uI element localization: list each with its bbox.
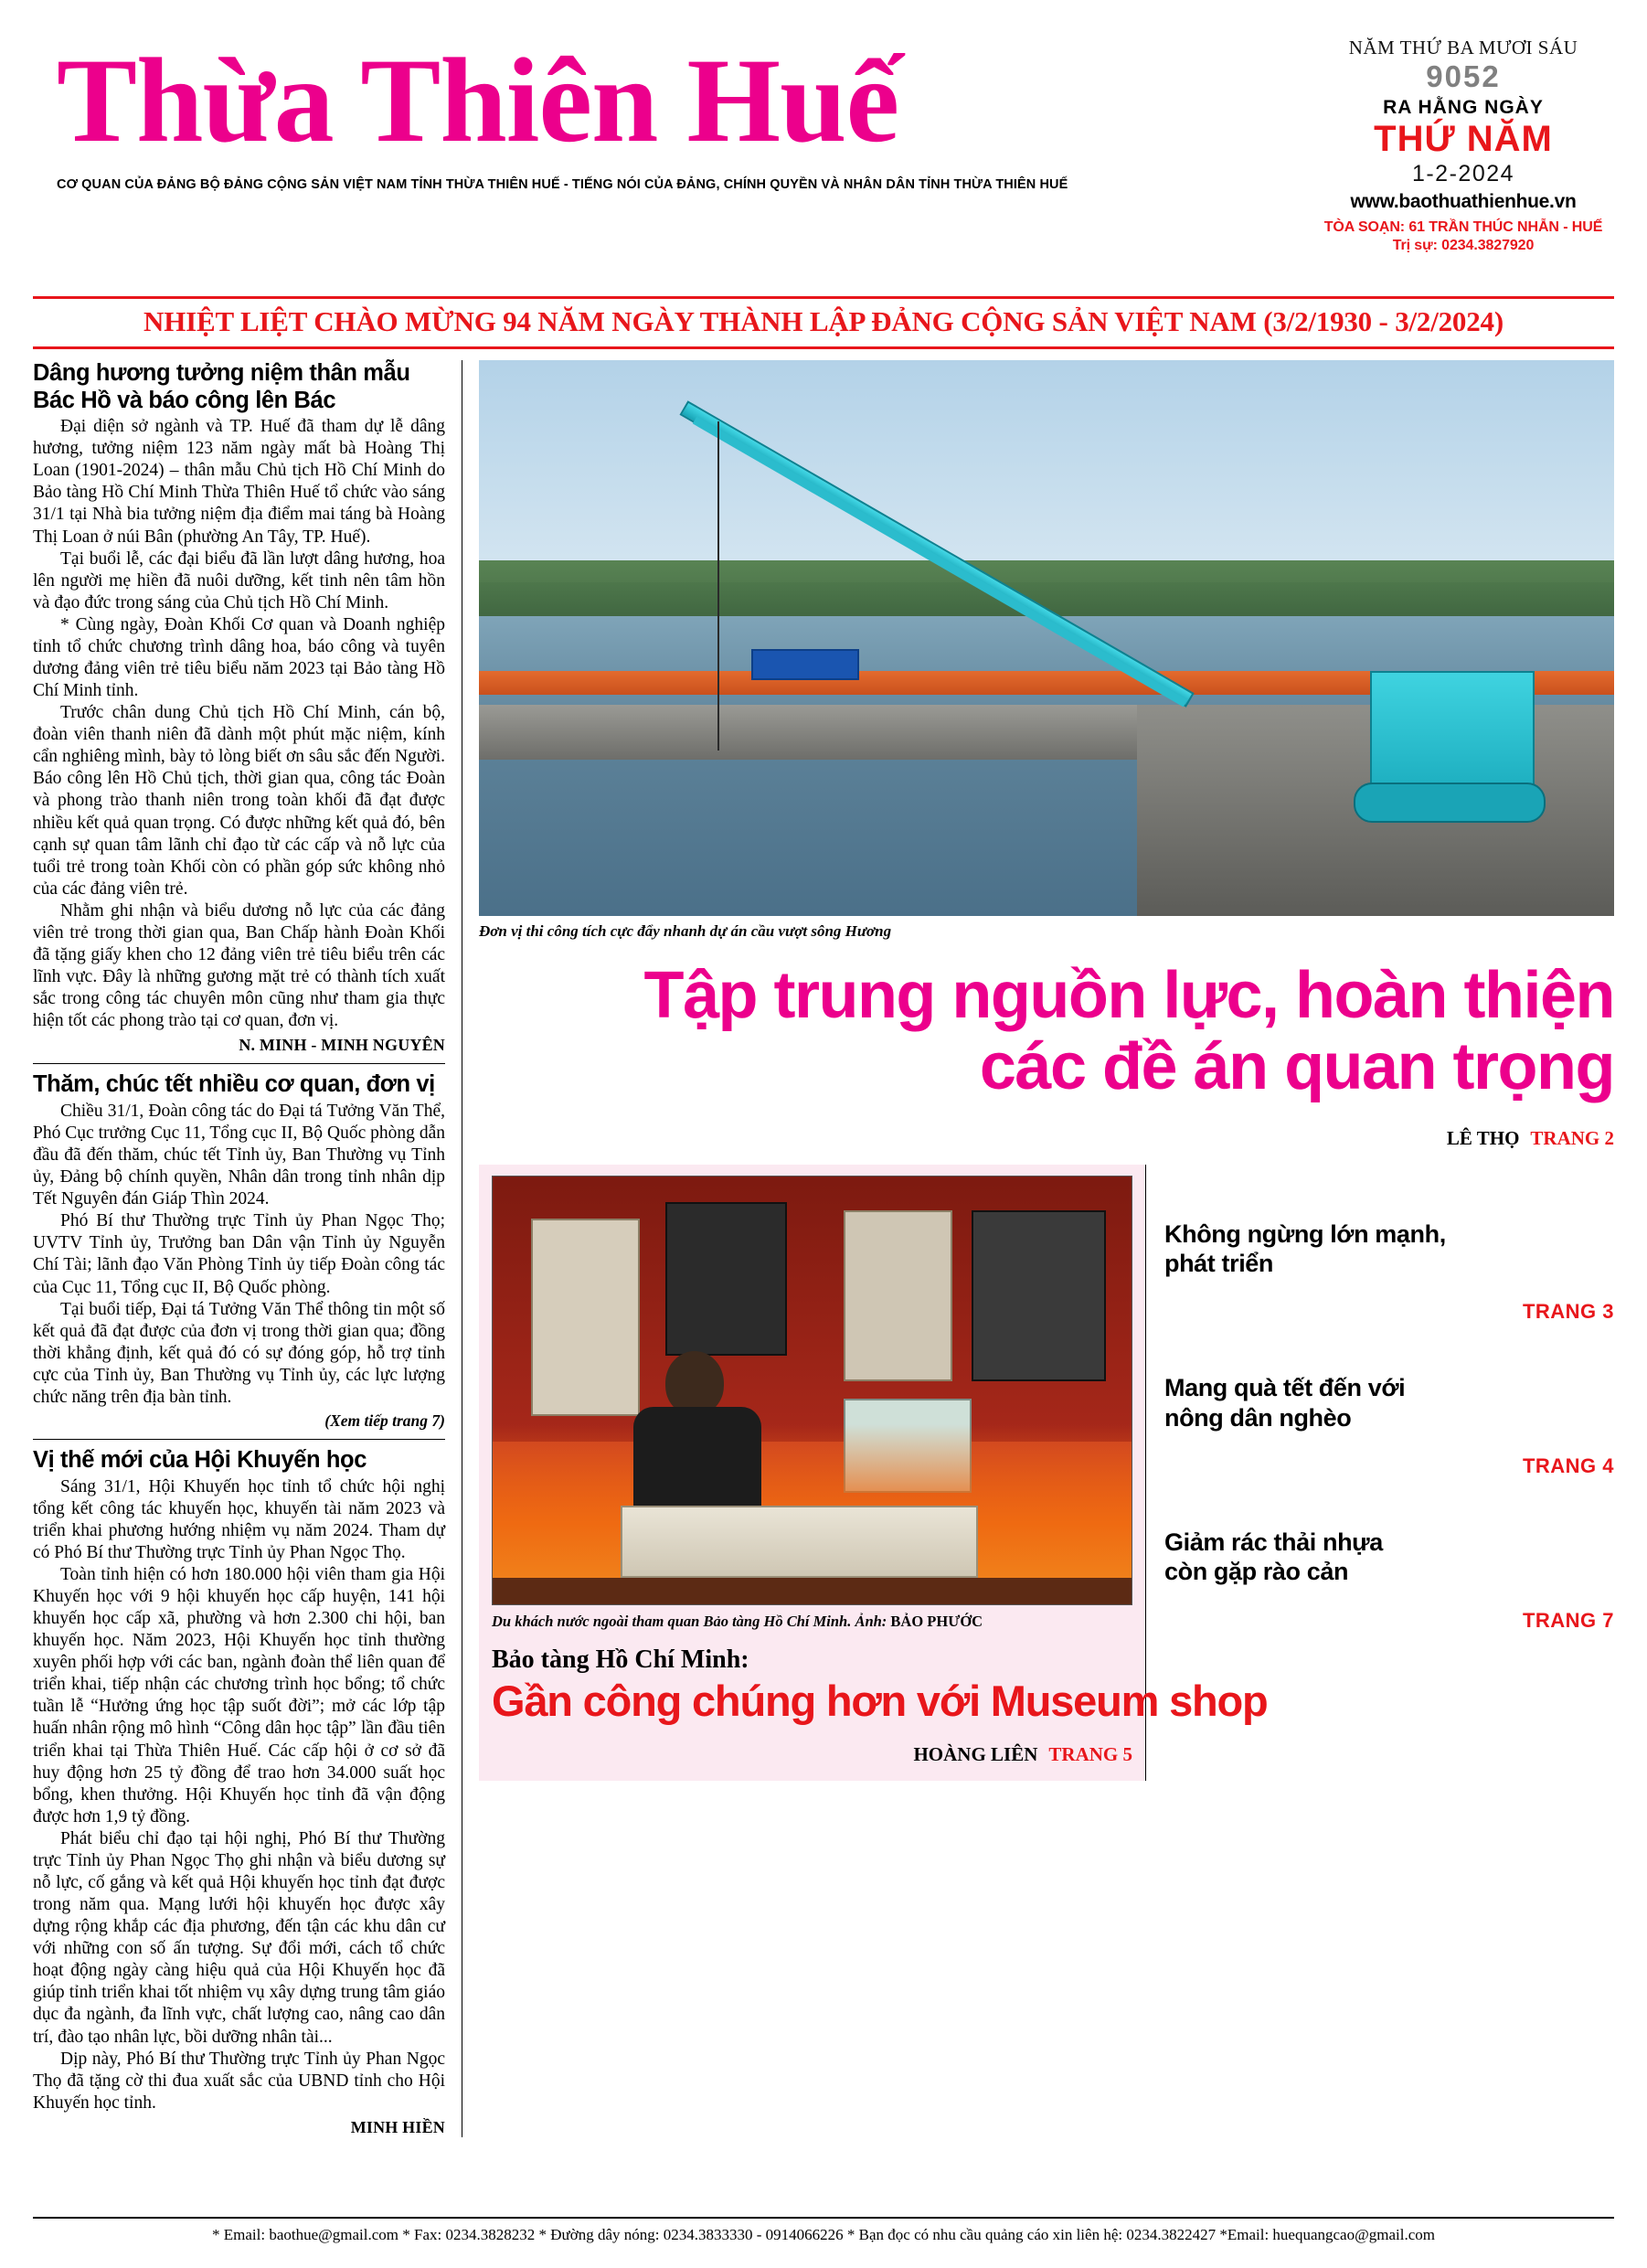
museum-photo-credit: BẢO PHƯỚC: [890, 1612, 983, 1630]
photo-floor: [493, 1578, 1132, 1603]
lead-photo-caption: Đơn vị thi công tích cực đẩy nhanh dự án cầu vượt sông Hương: [479, 922, 892, 940]
column-divider: [33, 1063, 445, 1064]
lead-headline-block[interactable]: [479, 961, 1614, 1103]
museum-page-ref[interactable]: TRANG 5: [1048, 1742, 1132, 1765]
teaser-title-line-1: Không ngừng lớn mạnh,: [1164, 1219, 1446, 1248]
museum-photo-caption: [492, 1613, 1132, 1631]
page-title: Thừa Thiên Huế: [57, 33, 899, 167]
teaser-page-ref[interactable]: TRANG 4: [1522, 1454, 1614, 1478]
article-jump-link[interactable]: (Xem tiếp trang 7): [324, 1411, 445, 1431]
article-paragraph: Toàn tỉnh hiện có hơn 180.000 hội viên tham gia Hội Khuyến học với 9 hội khuyến học cấp huyện, 141 hội khuyến học cấp xã, phường và hơn 2.300 chi hội, ban khuyến học. Năm 2023, Hội Khuyến học tỉnh thường xuyên phối hợp với các ban, ngành đoàn thể liên quan để triển khai, tiếp nhận các chương trình học bổng; tổ chức tuần lễ “Hưởng ứng học tập suốt đời”; mở các lớp tập huấn nhân rộng mô hình “Công dân học tập” lần đầu tiên triển khai tại Thừa Thiên Huế. Các cấp hội ở cơ sở đã huy động hơn 25 tỷ đồng để trao hơn 34.000 suất học bổng, khen thưởng. Hội Khuyến học tỉnh đã vận động được hơn 1,9 tỷ đồng.: [33, 1564, 445, 1826]
article-paragraph: * Cùng ngày, Đoàn Khối Cơ quan và Doanh nghiệp tỉnh tổ chức chương trình dâng hoa, báo công và tuyên dương đảng viên trẻ tiêu biểu năm 2023 tại Bảo tàng Hồ Chí Minh tỉnh.: [33, 614, 445, 701]
article-paragraph: Tại buổi lễ, các đại biểu đã lần lượt dâng hương, hoa lên người mẹ hiền đã nuôi dưỡng, kết tinh nên tâm hồn và đạo đức trong sáng của Chủ tịch Hồ Chí Minh.: [33, 548, 445, 612]
page-footer: [33, 2217, 1614, 2244]
masthead-phone-line: Trị sự: 0234.3827920: [1392, 238, 1535, 254]
article-headline: Vị thế mới của Hội Khuyến học: [33, 1447, 367, 1474]
photo-crane-track: [1354, 783, 1546, 823]
masthead-website-link[interactable]: www.baothuathienhue.vn: [1350, 190, 1577, 212]
teaser-item-3[interactable]: [1164, 1528, 1614, 1633]
photo-sky: [479, 360, 1614, 582]
lead-headline-line-1: Tập trung nguồn lực, hoàn thiện: [643, 959, 1614, 1032]
teaser-page-ref[interactable]: TRANG 7: [1522, 1608, 1614, 1632]
photo-display-case: [621, 1506, 978, 1579]
masthead-tagline: CƠ QUAN CỦA ĐẢNG BỘ ĐẢNG CỘNG SẢN VIỆT NAM TỈNH THỪA THIÊN HUẾ - TIẾNG NÓI CỦA ĐẢNG, CHÍNH QUYỀN VÀ NHÂN DÂN TỈNH THỪA THIÊN HUẾ: [57, 177, 1068, 192]
masthead-left: [33, 16, 1312, 192]
photo-exhibit-panel: [665, 1202, 787, 1356]
museum-headline: Gần công chúng hơn với Museum shop: [492, 1676, 1268, 1725]
masthead: [33, 16, 1614, 291]
teaser-title-line-1: Giảm rác thải nhựa: [1164, 1528, 1383, 1557]
photo-visitor-head: [665, 1351, 724, 1415]
photo-exhibit-panel: [844, 1210, 952, 1381]
photo-site-sign: [751, 649, 859, 680]
article-byline: N. MINH - MINH NGUYÊN: [239, 1036, 445, 1055]
article-paragraph: Phó Bí thư Thường trực Tỉnh ủy Phan Ngọc Thọ; UVTV Tỉnh ủy, Trưởng ban Dân vận Tỉnh ủy Nguyễn Chí Tài; lãnh đạo Văn Phòng Tỉnh ủy tiếp Đoàn công tác của Cục 11, Tổng cục II, Bộ Quốc phòng.: [33, 1211, 445, 1297]
photo-exhibit-panel: [972, 1210, 1106, 1381]
article-paragraph: Dịp này, Phó Bí thư Thường trực Tỉnh ủy Phan Ngọc Thọ đã tặng cờ thi đua xuất sắc của UBND tỉnh cho Hội Khuyến học tỉnh.: [33, 2049, 445, 2113]
photo-crane-cable: [717, 421, 719, 751]
anniversary-banner: [33, 296, 1614, 349]
masthead-year-line: NĂM THỨ BA MƯƠI SÁU: [1348, 37, 1578, 59]
article-paragraph: Nhằm ghi nhận và biểu dương nỗ lực của các đảng viên trẻ trong thời gian qua, Ban Chấp hành Đoàn Khối đã tặng giấy khen cho 12 đảng viên trẻ tiêu biểu trên các lĩnh vực. Đây là những gương mặt trẻ có thành tích xuất sắc trong công tác chuyên môn cũng như tham gia thực hiện tốt các phong trào tại cơ quan, đơn vị.: [33, 900, 445, 1031]
museum-author: HOÀNG LIÊN: [913, 1742, 1038, 1765]
article-headline: Dâng hương tưởng niệm thân mẫu Bác Hồ và báo công lên Bác: [33, 360, 410, 413]
lead-author: LÊ THỌ: [1446, 1126, 1520, 1149]
footer-contact-text: * Email: baothue@gmail.com * Fax: 0234.3828232 * Đường dây nóng: 0234.3833330 - 0914066226 * Bạn đọc có nhu cầu quảng cáo xin liên hệ: 0234.3822427 *Email: huequangcao@gmail.com: [212, 2226, 1435, 2243]
article-paragraph: Phát biểu chỉ đạo tại hội nghị, Phó Bí thư Thường trực Tỉnh ủy Phan Ngọc Thọ ghi nhận và biểu dương sự nỗ lực, cố gắng và kết quả Hội khuyến học tỉnh đạt được trong năm qua. Mạng lưới hội khuyến học được xây dựng rộng khắp các địa phương, đến tận các khu dân cư với những con số ấn tượng. Sự đổi mới, cách tổ chức hoạt động ngày càng hiệu quả của Hội Khuyến học đã giúp tỉnh triển khai tốt nhiệm vụ xây dựng trung tâm giáo dục đa ngành, đa lĩnh vực, chất lượng cao, nâng cao dân trí, đào tạo nhân lực, bồi dưỡng nhân tài...: [33, 1828, 445, 2047]
teaser-column: [1146, 1165, 1614, 1781]
article-paragraph: Đại diện sở ngành và TP. Huế đã tham dự lễ dâng hương, tưởng niệm 123 năm ngày mất bà Hoàng Thị Loan (1901-2024) – thân mẫu Chủ tịch Hồ Chí Minh do Bảo tàng Hồ Chí Minh Thừa Thiên Huế tổ chức vào sáng 31/1 tại Nhà bia tưởng niệm địa điểm mai táng bà Hoàng Thị Loan ở núi Bân (phường An Tây, TP. Huế).: [33, 417, 445, 547]
masthead-date: 1-2-2024: [1411, 161, 1515, 187]
column-divider: [33, 1439, 445, 1440]
article-paragraph: Chiều 31/1, Đoàn công tác do Đại tá Tưởng Văn Thể, Phó Cục trưởng Cục 11, Tổng cục II, Bộ Quốc phòng dẫn đầu đã đến thăm, chúc tết Tỉnh ủy, Ban Thường vụ Tỉnh ủy, Đảng bộ chính quyền, Nhân dân trong tỉnh nhân dịp Tết Nguyên đán Giáp Thìn 2024.: [33, 1101, 445, 1209]
museum-photo: [492, 1176, 1132, 1605]
footer-divider: [33, 2217, 1614, 2219]
lower-section: [479, 1165, 1614, 1781]
masthead-office-address: [1312, 218, 1614, 255]
masthead-issue-number: 9052: [1426, 59, 1501, 94]
teaser-title-line-2: phát triển: [1164, 1249, 1274, 1277]
left-column: [33, 360, 462, 2137]
article-dang-huong[interactable]: [33, 360, 445, 1055]
masthead-info-block: [1312, 16, 1614, 255]
masthead-office-line: TÒA SOẠN: 61 TRẦN THÚC NHẪN - HUẾ: [1323, 219, 1603, 236]
masthead-frequency: RA HẰNG NGÀY: [1383, 97, 1544, 119]
museum-kicker: Bảo tàng Hồ Chí Minh:: [492, 1645, 749, 1674]
right-section: [462, 360, 1614, 2137]
article-vi-the-moi[interactable]: [33, 1447, 445, 2137]
masthead-weekday: THỨ NĂM: [1374, 119, 1553, 160]
article-paragraph: Sáng 31/1, Hội Khuyến học tỉnh tổ chức hội nghị tổng kết công tác khuyến học, khuyến tài năm 2023 và triển khai phương hướng nhiệm vụ năm 2024. Tham dự có Phó Bí thư Thường trực Tỉnh ủy Phan Ngọc Thọ.: [33, 1476, 445, 1562]
teaser-title-line-2: còn gặp rào cản: [1164, 1558, 1349, 1586]
main-content: [33, 360, 1614, 2137]
lead-photo-bridge-construction: [479, 360, 1614, 916]
teaser-item-1[interactable]: [1164, 1219, 1614, 1325]
article-byline: MINH HIỀN: [350, 2117, 445, 2136]
teaser-title-line-2: nông dân nghèo: [1164, 1403, 1352, 1432]
teaser-item-2[interactable]: [1164, 1373, 1614, 1478]
article-tham-chuc-tet[interactable]: [33, 1071, 445, 1431]
article-headline: Thăm, chúc tết nhiều cơ quan, đơn vị: [33, 1071, 435, 1098]
photo-exhibit-panel: [531, 1219, 640, 1415]
article-paragraph: Trước chân dung Chủ tịch Hồ Chí Minh, cán bộ, đoàn viên thanh niên đã dành một phút mặc niệm, kính cẩn nghiêng mình, bày tỏ lòng biết ơn sâu sắc đến Người. Báo công lên Hồ Chủ tịch, thời gian qua, công tác Đoàn và phong trào thanh niên trong toàn khối đã đạt được nhiều kết quả quan trọng. Có được những kết quả đó, bên cạnh sự quan tâm lãnh chỉ đạo từ các cấp và nỗ lực của tuổi trẻ trong toàn Khối còn có phần góp sức không nhỏ của các đảng viên trẻ.: [33, 703, 445, 899]
anniversary-banner-text: NHIỆT LIỆT CHÀO MỪNG 94 NĂM NGÀY THÀNH LẬP ĐẢNG CỘNG SẢN VIỆT NAM (3/2/1930 - 3/2/2024): [143, 305, 1504, 337]
teaser-page-ref[interactable]: TRANG 3: [1522, 1300, 1614, 1324]
lead-headline-line-2: các đề án quan trọng: [979, 1029, 1614, 1103]
lead-page-ref[interactable]: TRANG 2: [1530, 1126, 1614, 1149]
article-paragraph: Tại buổi tiếp, Đại tá Tưởng Văn Thể thông tin một số kết quả đã đạt được của đơn vị trong thời gian qua; đồng thời khẳng định, kết quả đó có sự đóng góp, hỗ trợ tỉnh cực của Tỉnh ủy, Ban Thường vụ Tỉnh ủy, các lực lượng chức năng trên địa bàn tỉnh.: [33, 1299, 445, 1407]
museum-caption-text: Du khách nước ngoài tham quan Bảo tàng Hồ Chí Minh. Ảnh:: [492, 1612, 887, 1630]
teaser-title-line-1: Mang quà tết đến với: [1164, 1374, 1406, 1402]
lead-byline: [479, 1127, 1614, 1150]
museum-byline: [492, 1743, 1132, 1766]
